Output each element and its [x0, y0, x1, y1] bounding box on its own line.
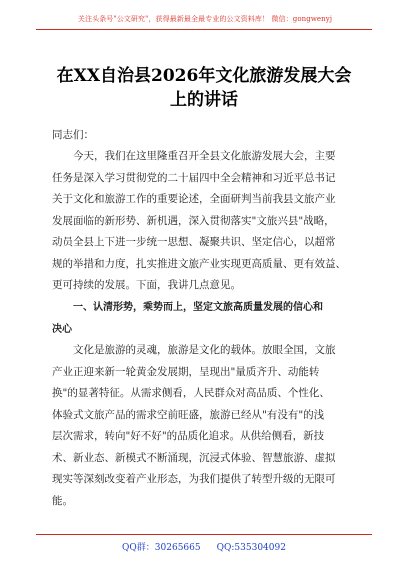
paragraph-line: 换"的显著特征。从需求侧看，人民群众对高品质、个性化、 [52, 387, 330, 399]
paragraph-line: 发展面临的新形势、新机遇，深入贯彻落实"文旅兴县"战略， [52, 214, 335, 227]
paragraph-line: 层次需求，转向"好不好"的品质化追求。从供给侧看，新技 [52, 430, 325, 442]
paragraph-line: 术、新业态、新模式不断涌现，沉浸式体验、智慧旅游、虚拟 [52, 451, 336, 464]
heading-line: 一、认清形势，乘势而上，坚定文旅高质量发展的信心和 [73, 302, 323, 313]
footer-contact [40, 540, 368, 553]
paragraph-line: 规的举措和力度，扎实推进文旅产业实现更高质量、更有效益、 [52, 257, 346, 270]
paragraph-line: 体验式文旅产品的需求空前旺盛，旅游已经从"有没有"的浅 [52, 408, 325, 421]
paragraph-line: 关于文化和旅游工作的重要论述，全面研判当前我县文旅产业 [52, 193, 336, 205]
paragraph-line: 现实等深刻改变着产业形态，为我们提供了转型升级的无限可 [52, 473, 336, 485]
heading-line: 决心 [52, 323, 72, 335]
paragraph-1 [52, 146, 358, 297]
footer-qq: QQ:535304092 [216, 543, 286, 553]
paragraph-line: 文化是旅游的灵魂，旅游是文化的载体。放眼全国，文旅 [73, 344, 336, 356]
paragraph-line: 今天，我们在这里隆重召开全县文化旅游发展大会，主要 [73, 150, 336, 162]
paragraph-line: 能。 [52, 494, 73, 507]
salutation: 同志们： [52, 129, 94, 141]
footer-divider [36, 534, 372, 535]
title-line-1: 在XX自治县2026年文化旅游发展大会 [56, 66, 352, 86]
title-line-2: 上的讲话 [170, 90, 238, 110]
header-banner: 关注头条号"公文研究"，获得最新最全最专业的公文资料库！ 微信：gongwenyj [77, 15, 333, 23]
footer-qq-group: QQ群：30265665 [122, 543, 201, 553]
paragraph-line: 任务是深入学习贯彻党的二十届四中全会精神和习近平总书记 [52, 171, 336, 184]
section-heading-1 [52, 297, 358, 340]
paragraph-line: 动员全县上下进一步统一思想、凝聚共识、坚定信心，以超常 [52, 236, 336, 248]
paragraph-line: 产业正迎来新一轮黄金发展期，呈现出"量质齐升、动能转 [52, 365, 320, 378]
paragraph-2 [52, 340, 358, 512]
paragraph-line: 更可持续的发展。下面，我讲几点意见。 [52, 279, 241, 291]
header-divider [36, 29, 372, 30]
document-title [40, 64, 368, 112]
